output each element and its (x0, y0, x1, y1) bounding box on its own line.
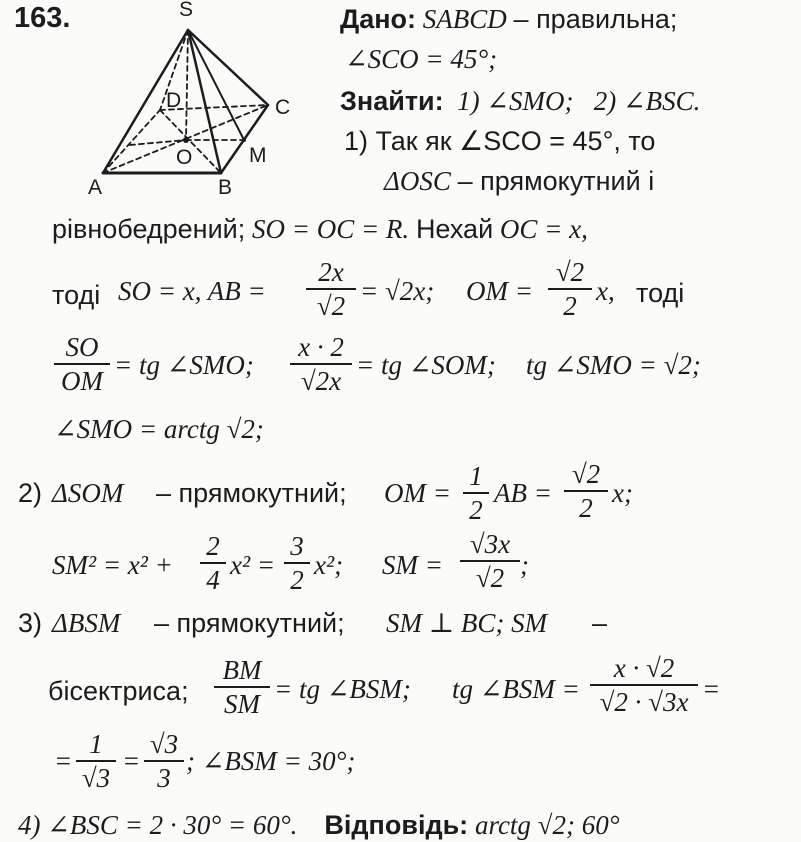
fraction-1-sqrt3: $\frac{1}{√3}$ (76, 730, 116, 792)
find-label: Знайти: (340, 86, 444, 116)
step3-line-a-dash: – (592, 608, 608, 638)
edge-sc (188, 30, 268, 105)
label-d: D (166, 89, 182, 112)
step3-line-a-text: – прямокутний; (154, 608, 345, 638)
fraction-tg-bsm: $\frac{x \cdot √2}{√2 \cdot √3x}$ (590, 654, 698, 716)
step1-line-e-expr3: tg ∠SMO = √2; (526, 350, 701, 380)
step3-line-a-expr1: ΔBSM (52, 608, 121, 638)
point-m (242, 138, 246, 142)
step3-line-b-expr2: tg ∠BSM = (452, 674, 580, 704)
step1-line-f: ∠SMO = arctg √2; (54, 414, 264, 444)
step3-line-a-expr2: SM ⊥ BC; SM (386, 608, 548, 638)
fraction-so-om: $\frac{SO}{OM}$ (54, 333, 110, 395)
step2-line-a-text: – прямокутний; (156, 478, 347, 508)
step2-line-a-expr2: OM = (384, 478, 451, 508)
height-so (186, 30, 188, 140)
problem-number: 163. (14, 2, 71, 34)
step2-line-b-expr3: x²; (314, 550, 344, 580)
fraction-x2: $\frac{x \cdot 2}{√2x}$ (290, 333, 352, 395)
step1-line-d-expr4: x, (596, 276, 615, 306)
fraction-2-4: $\frac{2}{4}$ (200, 532, 226, 594)
step3-line-c-expr3: ; ∠BSM = 30°; (186, 746, 356, 776)
step2-line-b-expr4: SM = (382, 550, 443, 580)
label-a: A (88, 176, 103, 199)
step2-line-b-expr2: x² = (230, 550, 276, 580)
given-line-2: ∠SCO = 45°; (345, 44, 498, 74)
step1-line-e-expr2: = tg ∠SOM; (356, 350, 496, 380)
edge-sb (188, 30, 221, 173)
step1-line-a: 1) Так як ∠SCO = 45°, то (344, 126, 656, 156)
label-b: B (218, 176, 233, 199)
given-line-1: Дано: SABCD – правильна; (340, 4, 678, 34)
step1-line-d-expr2: = √2x; (360, 276, 435, 306)
step3-line-b-expr1: = tg ∠BSM; (274, 674, 411, 704)
edge-sm (188, 30, 244, 140)
fraction-3-2: $\frac{3}{2}$ (284, 532, 310, 594)
step2-line-b-expr5: ; (520, 550, 529, 580)
step4-line: 4) ∠BSC = 2 · 30° = 60°. Відповідь: arctg √2; 60° (18, 810, 620, 840)
fraction-half: $\frac{1}{2}$ (463, 462, 489, 524)
step2-line-a-expr3: AB = (494, 478, 552, 508)
step1-line-d-expr3: OM = (466, 276, 533, 306)
step1-line-c: рівнобедрений; SO = OC = R. Нехай OC = x, (52, 214, 588, 244)
step1-line-b: ΔOSC – прямокутний і (384, 166, 655, 196)
step3-number: 3) (18, 608, 43, 638)
step1-line-d-text2: тоді (636, 278, 685, 308)
label-m: M (249, 144, 267, 167)
fraction-om: $\frac{√2}{2}$ (548, 258, 592, 320)
given-label: Дано: (340, 4, 417, 34)
fraction-sm: $\frac{√3x}{√2}$ (460, 530, 520, 592)
label-s: S (179, 0, 194, 21)
step3-line-b-text: бісектриса; (48, 676, 189, 706)
step1-line-d-text1: тоді (52, 280, 101, 310)
step1-line-e-expr1: = tg ∠SMO; (114, 350, 254, 380)
fraction-sqrt3-3: $\frac{√3}{3}$ (144, 730, 184, 792)
step2-line-a-expr1: ΔSOM (52, 478, 124, 508)
answer-value: arctg √2; 60° (474, 810, 620, 840)
answer-label: Відповідь: (324, 810, 469, 840)
step3-line-b-expr3: = (702, 674, 721, 704)
step2-number: 2) (18, 478, 43, 508)
step3-line-c-expr1: = (54, 746, 73, 776)
fraction-ab: $\frac{2x}{√2}$ (306, 258, 356, 320)
step2-line-b-expr1: SM² = x² + (52, 550, 173, 580)
edge-ad (103, 110, 160, 173)
point-o (183, 137, 189, 143)
step3-line-c-expr2: = (122, 746, 141, 776)
label-c: C (275, 96, 291, 119)
step1-line-d-expr1: SO = x, AB = (118, 276, 266, 306)
fraction-bm-sm: $\frac{BM}{SM}$ (214, 656, 270, 718)
find-line: Знайти: 1) ∠SMO; 2) ∠BSC. (340, 86, 701, 116)
fraction-sqrt2-2: $\frac{√2}{2}$ (564, 460, 608, 522)
step2-line-a-expr4: x; (612, 478, 633, 508)
label-o: O (176, 146, 193, 169)
